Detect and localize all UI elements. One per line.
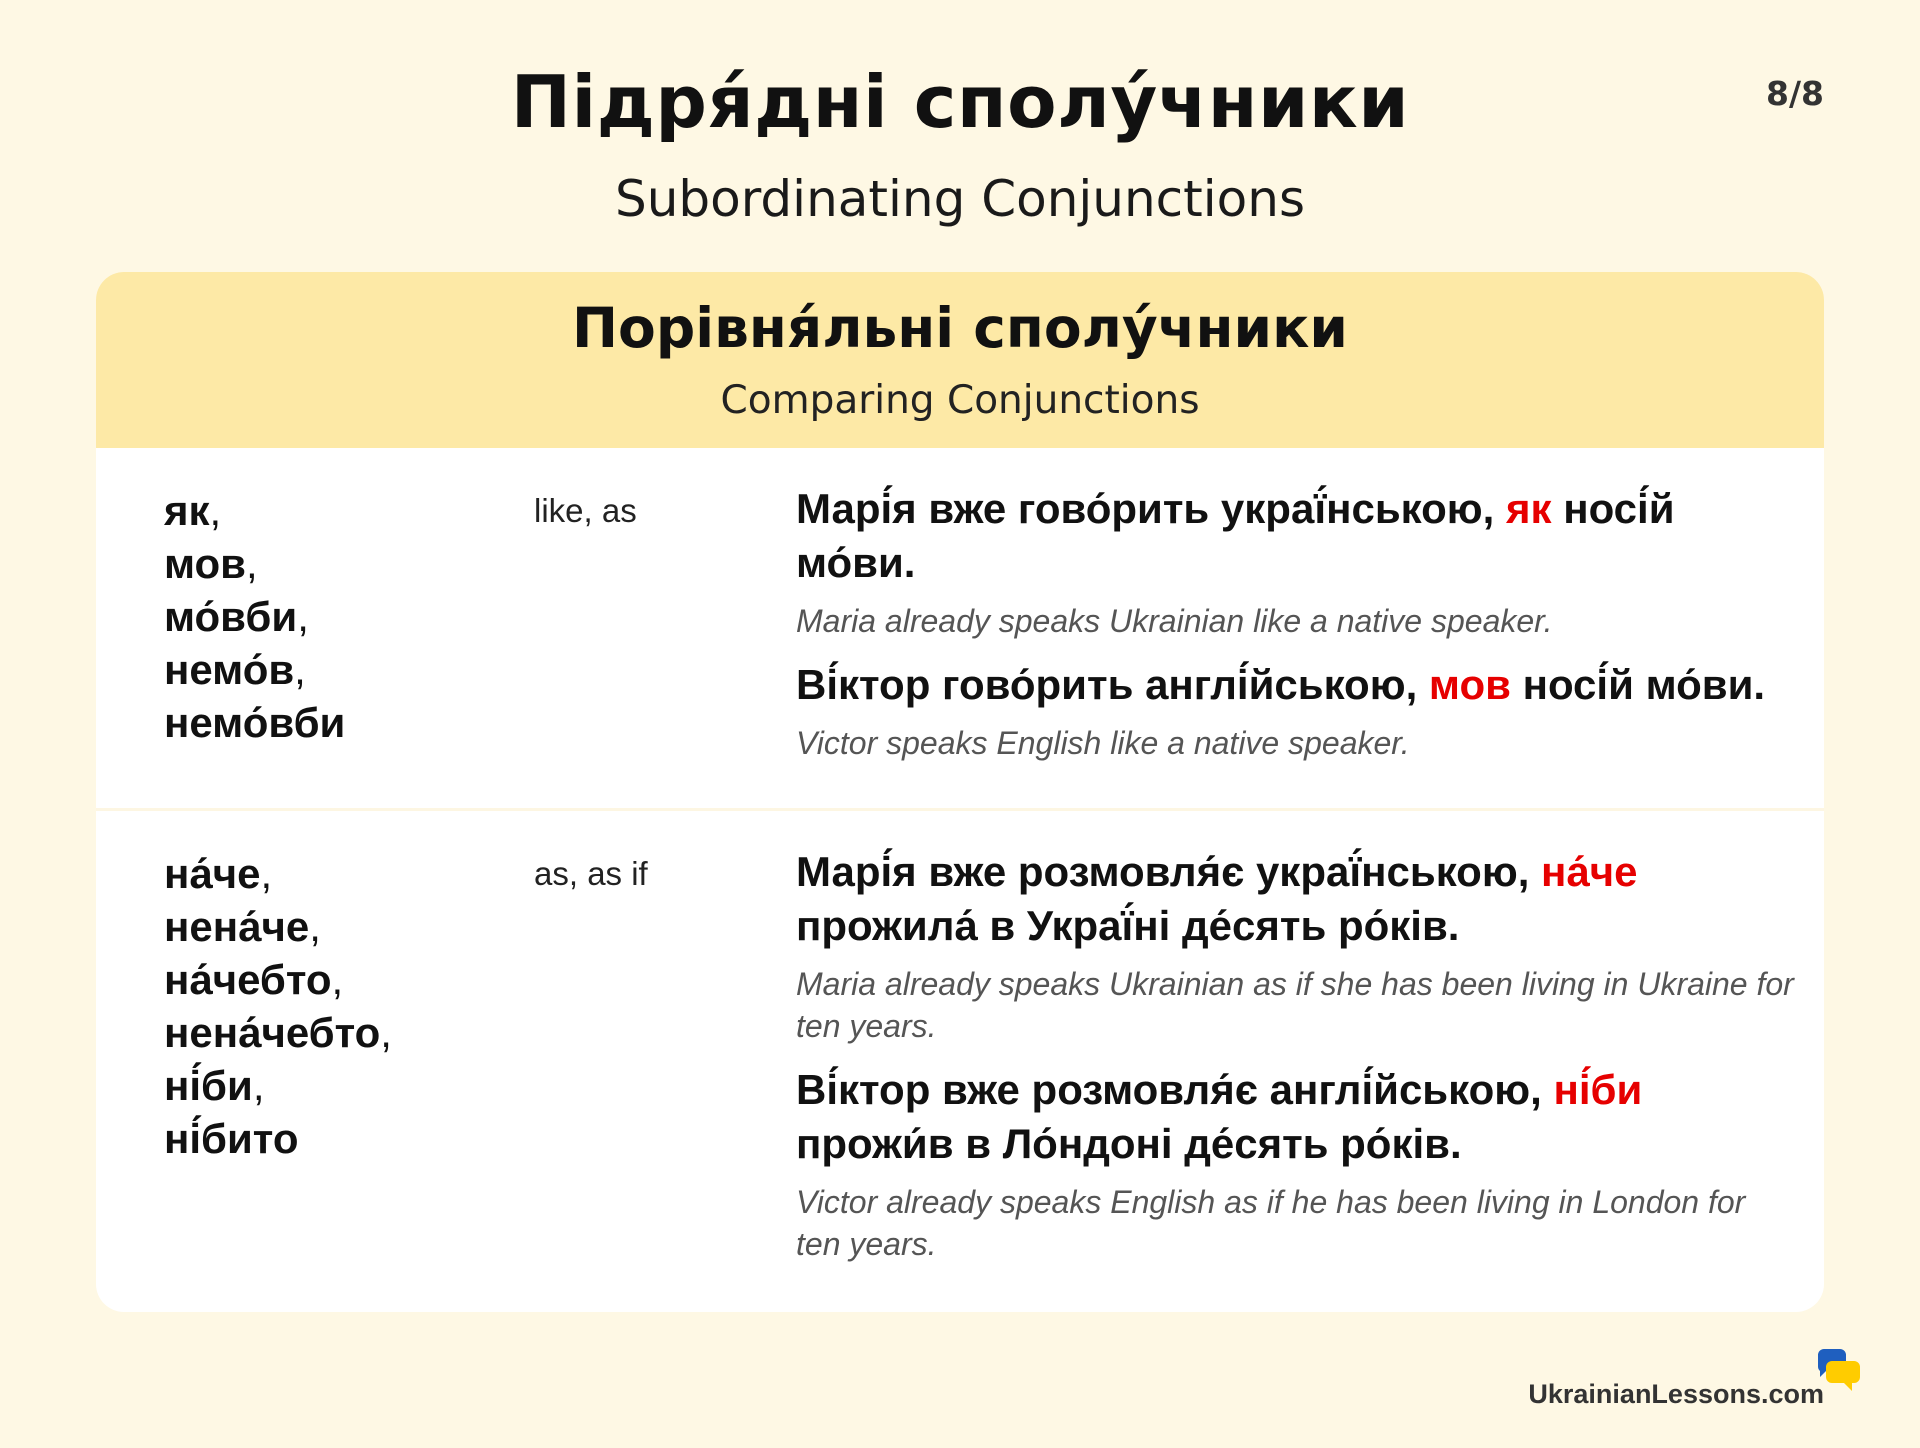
example-english: Maria already speaks Ukrainian like a native speaker. — [796, 603, 1553, 639]
conjunction-word: як, — [164, 487, 222, 534]
highlighted-conjunction: як — [1506, 485, 1552, 532]
conjunction-word: немо́вби — [164, 699, 346, 746]
conjunction-word: на́че, — [164, 850, 273, 897]
conjunction-word: ні́бито — [164, 1115, 299, 1162]
page-counter: 8/8 — [1766, 74, 1824, 113]
card-title: Порівня́льні сполу́чники — [572, 296, 1348, 360]
example-ukrainian: Ві́ктор гово́рить англі́йською, мов носі́й мо́ви. — [796, 661, 1766, 708]
conjunctions-card — [96, 272, 1824, 1312]
example-ukrainian: Ві́ктор вже розмовля́є англі́йською, ні́би прожи́в в Ло́ндоні де́сять ро́ків. — [796, 1066, 1643, 1167]
conjunction-word: немо́в, — [164, 646, 306, 693]
conjunction-word: нена́че, — [164, 903, 321, 950]
example-ukrainian: Марі́я вже гово́рить украї́нською, як носі́й мо́ви. — [796, 485, 1675, 586]
conjunction-word: на́чебто, — [164, 956, 344, 1003]
highlighted-conjunction: ні́би — [1553, 1066, 1643, 1113]
conjunction-words — [164, 484, 544, 749]
examples — [796, 482, 1796, 780]
conjunction-entry-1 — [96, 448, 1824, 808]
site-logo[interactable]: UkrainianLessons.com — [1528, 1379, 1824, 1409]
conjunction-entry-2 — [96, 808, 1824, 1312]
conjunction-word: мов, — [164, 540, 258, 587]
highlighted-conjunction: мов — [1428, 661, 1511, 708]
conjunction-meaning: like, as — [534, 492, 637, 529]
conjunction-meaning: as, as if — [534, 855, 648, 892]
page-title: Підря́дні сполу́чники — [510, 60, 1410, 144]
examples — [796, 845, 1796, 1281]
conjunction-word: нена́чебто, — [164, 1009, 392, 1056]
page-subtitle: Subordinating Conjunctions — [615, 170, 1305, 228]
highlighted-conjunction: на́че — [1541, 848, 1638, 895]
example-english: Maria already speaks Ukrainian as if she has been living in Ukraine for ten years. — [796, 966, 1794, 1044]
example-english: Victor already speaks English as if he has been living in London for ten years. — [796, 1184, 1746, 1262]
card-subtitle: Comparing Conjunctions — [720, 378, 1200, 423]
conjunction-word: мо́вби, — [164, 593, 309, 640]
conjunction-words — [164, 847, 544, 1165]
example-english: Victor speaks English like a native speaker. — [796, 725, 1410, 761]
card-header — [96, 272, 1824, 448]
example-ukrainian: Марі́я вже розмовля́є украї́нською, на́че прожила́ в Украї́ні де́сять ро́ків. — [796, 848, 1638, 949]
conjunction-word: ні́би, — [164, 1062, 265, 1109]
